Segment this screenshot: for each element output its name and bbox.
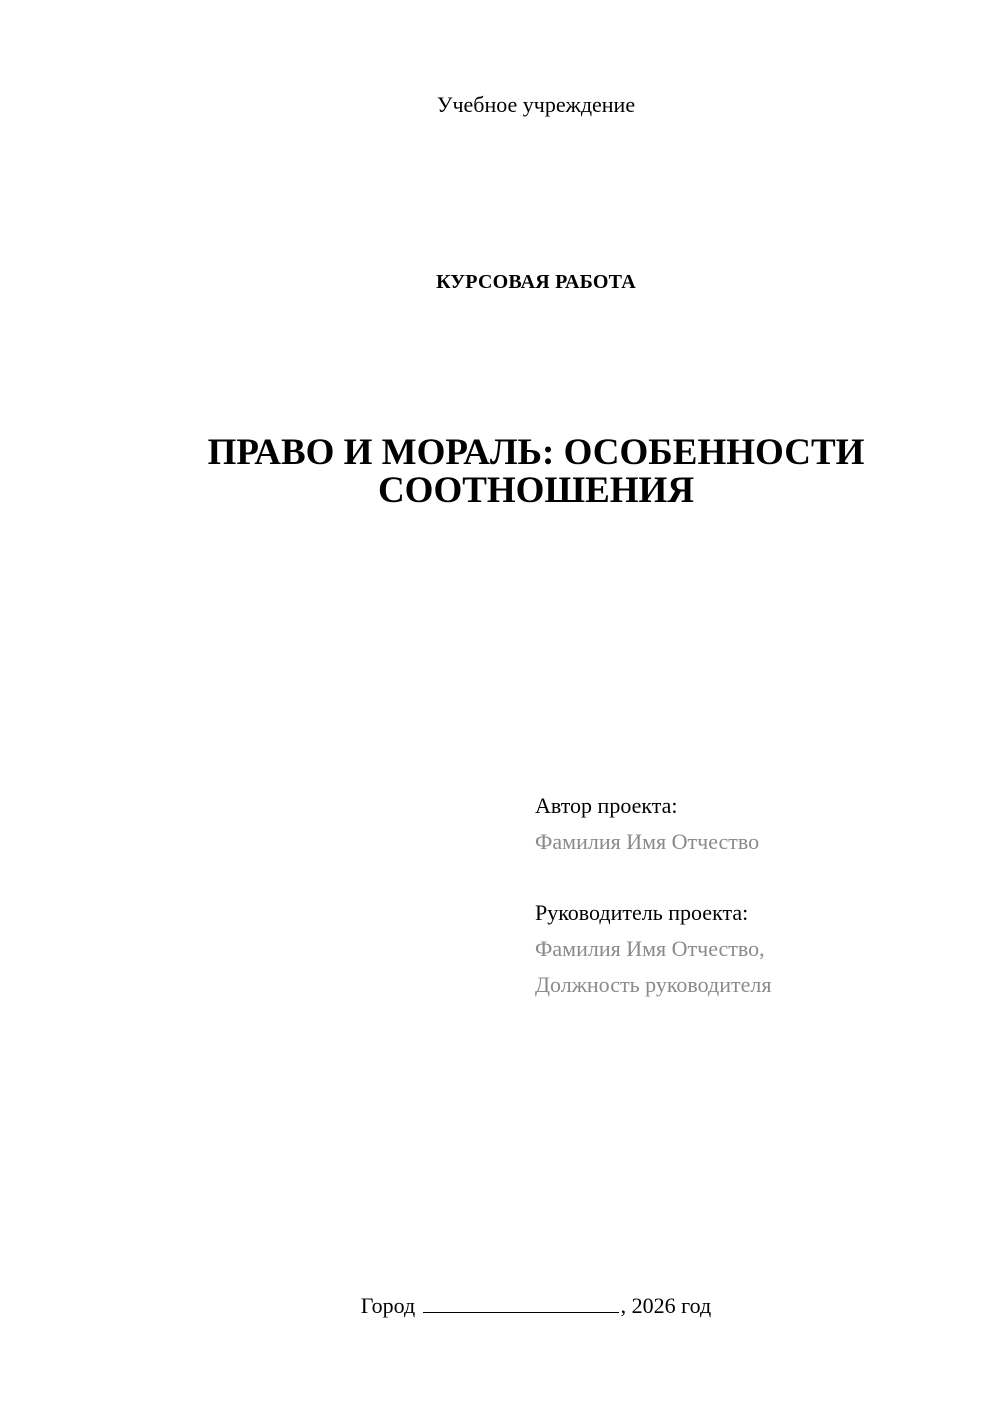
work-type-heading: КУРСОВАЯ РАБОТА	[436, 271, 636, 293]
document-title-line-2: СООТНОШЕНИЯ	[377, 470, 695, 511]
author-label: Автор проекта:	[535, 793, 678, 818]
city-label: Город	[360, 1293, 416, 1318]
supervisor-name: Фамилия Имя Отчество,	[535, 936, 765, 961]
author-info-block	[535, 788, 955, 1003]
supervisor-label: Руководитель проекта:	[535, 900, 749, 925]
author-name: Фамилия Имя Отчество	[535, 829, 760, 854]
institution-name: Учебное учреждение	[436, 92, 636, 117]
city-blank-underline	[423, 1290, 619, 1313]
document-title	[0, 434, 1000, 510]
supervisor-position: Должность руководителя	[535, 972, 772, 997]
year-text: , 2026 год	[620, 1293, 712, 1318]
document-title-line-1: ПРАВО И МОРАЛЬ: ОСОБЕННОСТИ	[207, 432, 865, 473]
spacer	[535, 860, 955, 895]
city-year-line	[0, 1290, 1000, 1321]
